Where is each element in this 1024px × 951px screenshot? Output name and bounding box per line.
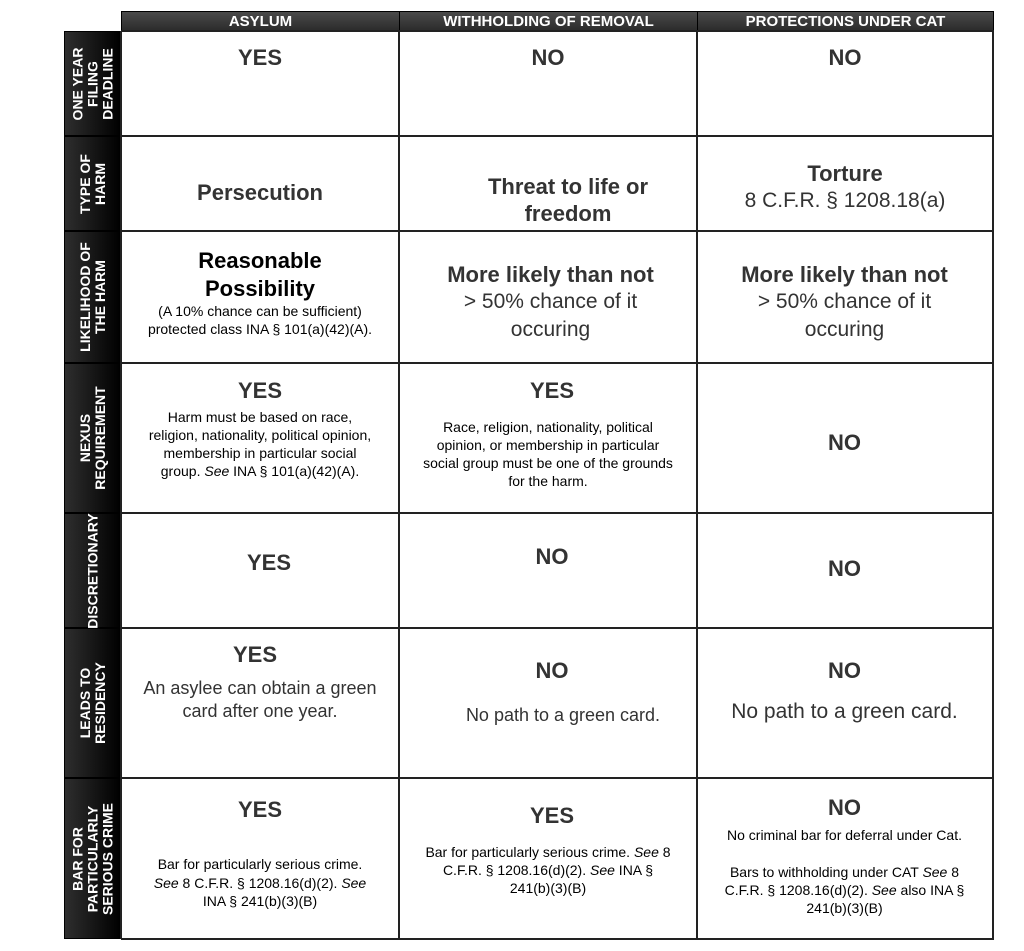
cell-asylum-harm xyxy=(121,136,399,230)
cell-withholding-filing xyxy=(399,31,697,135)
cell-detail: > 50% chance of it xyxy=(757,290,932,313)
cell-asylum-filing xyxy=(121,31,399,135)
cell-detail: card after one year. xyxy=(182,701,338,721)
cell-value: YES xyxy=(237,797,283,822)
cell-value: NO xyxy=(828,795,861,820)
cell-detail: occuring xyxy=(804,318,885,341)
cell-value: Persecution xyxy=(197,180,323,205)
cell-detail: occuring xyxy=(510,318,591,341)
cell-cat-residency xyxy=(697,628,993,777)
row-label-filing-deadline: ONE YEAR FILING DEADLINE xyxy=(64,31,121,136)
row-label-type-of-harm: TYPE OF HARM xyxy=(64,136,121,231)
cell-detail: opinion, or membership in particular xyxy=(436,437,660,453)
cell-value: NO xyxy=(535,544,569,569)
cell-detail: No criminal bar for deferral under Cat. xyxy=(727,827,962,843)
cell-detail: Harm must be based on race, xyxy=(167,409,353,425)
cell-value: NO xyxy=(535,658,569,683)
row-label-serious-crime: BAR FOR PARTICULARLY SERIOUS CRIME xyxy=(64,778,121,939)
cell-value: YES xyxy=(237,45,283,70)
row-label-nexus: NEXUS REQUIREMENT xyxy=(64,363,121,513)
cell-value: Reasonable Possibility xyxy=(198,248,322,301)
cell-citation: 8 C.F.R. § 1208.18(a) xyxy=(744,189,946,212)
cell-asylum-likelihood xyxy=(121,231,399,362)
cell-value: More likely than not xyxy=(741,262,948,287)
header-withholding: WITHHOLDING OF REMOVAL xyxy=(399,11,698,31)
cell-detail: 241(b)(3)(B) xyxy=(806,900,883,916)
cell-detail: INA § 241(b)(3)(B) xyxy=(202,893,318,909)
cell-asylum-discretionary xyxy=(121,513,399,627)
cell-detail: religion, nationality, political opinion, xyxy=(148,427,372,443)
cell-detail: group. See INA § 101(a)(42)(A). xyxy=(160,463,360,479)
header-cat: PROTECTIONS UNDER CAT xyxy=(697,11,994,31)
row-label-discretionary: DISCRETIONARY xyxy=(64,513,121,628)
cell-withholding-nexus xyxy=(399,363,697,512)
cell-value: NO xyxy=(828,556,861,581)
row-label-residency: LEADS TO RESIDENCY xyxy=(64,628,121,778)
cell-detail: No path to a green card. xyxy=(731,700,958,723)
cell-asylum-residency xyxy=(121,628,399,777)
cell-withholding-crime xyxy=(399,778,697,938)
cell-value: NO xyxy=(531,45,565,70)
cell-withholding-harm xyxy=(399,136,697,230)
cell-asylum-crime xyxy=(121,778,399,938)
cell-detail: > 50% chance of it xyxy=(463,290,638,313)
cell-value: NO xyxy=(828,45,862,70)
cell-value: Threat to life or freedom xyxy=(487,174,649,226)
cell-value: NO xyxy=(828,430,861,455)
cell-detail: Bars to withholding under CAT See 8 xyxy=(729,864,960,880)
cell-detail: See 8 C.F.R. § 1208.16(d)(2). See xyxy=(153,875,367,891)
cell-withholding-residency xyxy=(399,628,697,777)
cell-detail: Bar for particularly serious crime. xyxy=(157,856,363,872)
cell-detail: An asylee can obtain a green xyxy=(143,678,377,698)
header-asylum: ASYLUM xyxy=(121,11,400,31)
cell-asylum-nexus xyxy=(121,363,399,512)
cell-detail: (A 10% chance can be sufficient) xyxy=(158,303,362,319)
cell-detail: social group must be one of the grounds xyxy=(423,455,673,471)
cell-detail: Race, religion, nationality, political xyxy=(443,419,653,435)
cell-detail: for the harm. xyxy=(508,473,588,489)
cell-detail: No path to a green card. xyxy=(465,705,661,725)
cell-value: YES xyxy=(529,378,575,403)
cell-value: YES xyxy=(237,378,283,403)
cell-detail: 241(b)(3)(B) xyxy=(509,880,587,896)
cell-cat-harm xyxy=(697,136,993,230)
cell-cat-filing xyxy=(697,31,993,135)
cell-detail: Bar for particularly serious crime. See 8 xyxy=(425,844,671,860)
cell-detail: C.F.R. § 1208.16(d)(2). See INA § xyxy=(442,862,654,878)
cell-value: More likely than not xyxy=(447,262,654,287)
cell-withholding-discretionary xyxy=(399,513,697,627)
cell-cat-nexus xyxy=(697,363,993,512)
cell-value: YES xyxy=(529,803,575,828)
cell-cat-crime xyxy=(697,778,993,938)
cell-detail: C.F.R. § 1208.16(d)(2). See also INA § xyxy=(724,882,965,898)
cell-value: Torture xyxy=(807,161,883,186)
cell-detail: membership in particular social xyxy=(163,445,357,461)
cell-detail: protected class INA § 101(a)(42)(A). xyxy=(147,321,373,337)
cell-cat-likelihood xyxy=(697,231,993,362)
cell-value: YES xyxy=(232,642,278,667)
cell-value: NO xyxy=(828,658,861,683)
cell-cat-discretionary xyxy=(697,513,993,627)
row-label-likelihood: LIKELIHOOD OF THE HARM xyxy=(64,231,121,363)
cell-value: YES xyxy=(246,550,292,575)
grid-line xyxy=(121,938,994,940)
cell-withholding-likelihood xyxy=(399,231,697,362)
